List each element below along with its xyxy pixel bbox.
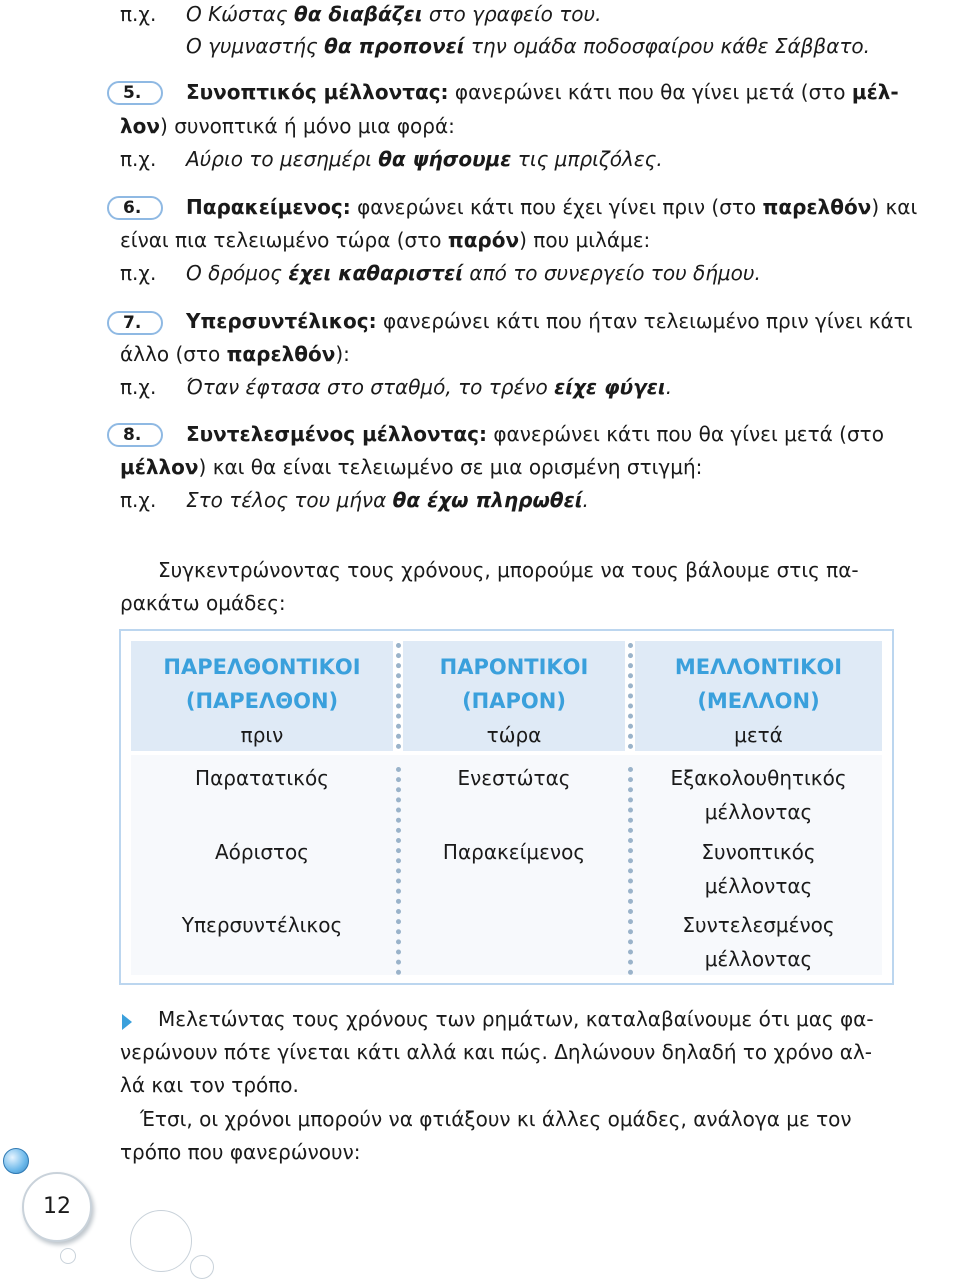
example-label: π.χ.: [120, 147, 157, 171]
item-number-badge: 8.: [107, 423, 163, 447]
tense-cell: μέλλοντας: [704, 874, 813, 898]
item-number-badge: 5.: [107, 81, 163, 105]
tense-cell: Αόριστος: [214, 840, 310, 864]
tenses-table: [119, 629, 894, 985]
tense-cell: Ενεστώτας: [457, 766, 571, 790]
table-header-past: [131, 641, 393, 751]
closing-text: νερώνουν πότε γίνεται κάτι αλλά και πώς. Δηλώνουν δηλαδή το χρόνο αλ-: [120, 1040, 873, 1064]
example-label: π.χ.: [120, 261, 157, 285]
item-definition-cont: μέλλον) και θα είναι τελειωμένο σε μια ορισμένη στιγμή:: [120, 455, 703, 479]
tense-cell: μέλλοντας: [704, 800, 813, 824]
example-label: π.χ.: [120, 488, 157, 512]
header-title: ΠΑΡΕΛΘΟΝΤΙΚΟΙ: [163, 655, 361, 679]
tense-cell: Εξακολουθητικός: [670, 766, 847, 790]
item-definition: Συντελεσμένος μέλλοντας: φανερώνει κάτι που θα γίνει μετά (στο: [186, 422, 884, 446]
header-subtitle: (ΜΕΛΛΟΝ): [697, 689, 820, 713]
decorative-circle: [190, 1255, 214, 1279]
header-title: ΜΕΛΛΟΝΤΙΚΟΙ: [674, 655, 843, 679]
item-number-badge: 6.: [107, 196, 163, 220]
header-subtitle: (ΠΑΡΕΛΘΟΝ): [185, 689, 339, 713]
example-text: Ο δρόμος έχει καθαριστεί από το συνεργείο του δήμου.: [186, 261, 761, 285]
example-text: Στο τέλος του μήνα θα έχω πληρωθεί.: [186, 488, 589, 512]
header-when: πριν: [240, 723, 284, 747]
example-label: π.χ.: [120, 375, 157, 399]
decorative-circle: [130, 1210, 192, 1272]
table-header-present: [403, 641, 625, 751]
tense-cell: Παρακείμενος: [442, 840, 586, 864]
item-definition-cont: λον) συνοπτικά ή μόνο μια φορά:: [120, 114, 455, 138]
closing-text: Έτσι, οι χρόνοι μπορούν να φτιάξουν κι άλλες ομάδες, ανάλογα με τον: [140, 1107, 852, 1131]
intro-text: ρακάτω ομάδες:: [120, 591, 286, 615]
tense-cell: Υπερσυντέλικος: [181, 913, 343, 937]
intro-text: Συγκεντρώνοντας τους χρόνους, μπορούμε να τους βάλουμε στις πα-: [158, 558, 859, 582]
item-definition: Συνοπτικός μέλλοντας: φανερώνει κάτι που θα γίνει μετά (στο μέλ-: [186, 80, 899, 104]
tense-cell: μέλλοντας: [704, 947, 813, 971]
page-number: 12: [22, 1172, 92, 1242]
column-divider: [628, 643, 633, 749]
item-definition-cont: είναι πια τελειωμένο τώρα (στο παρόν) που μιλάμε:: [120, 228, 651, 252]
example-text: Αύριο το μεσημέρι θα ψήσουμε τις μπριζόλες.: [186, 147, 663, 171]
example-label: π.χ.: [120, 2, 157, 26]
decorative-circle: [60, 1248, 76, 1264]
column-divider: [396, 643, 401, 749]
column-divider: [396, 767, 401, 975]
bullet-arrow-icon: [122, 1014, 132, 1030]
tense-cell: Παρατατικός: [195, 766, 329, 790]
item-definition: Παρακείμενος: φανερώνει κάτι που έχει γίνει πριν (στο παρελθόν) και: [186, 195, 918, 219]
tense-cell: Συντελεσμένος: [682, 913, 835, 937]
header-subtitle: (ΠΑΡΟΝ): [462, 689, 566, 713]
item-number-badge: 7.: [107, 311, 163, 335]
column-divider: [628, 767, 633, 975]
header-title: ΠΑΡΟΝΤΙΚΟΙ: [439, 655, 589, 679]
closing-text: Μελετώντας τους χρόνους των ρημάτων, καταλαβαίνουμε ότι μας φα-: [158, 1007, 874, 1031]
example-text: Όταν έφτασα στο σταθμό, το τρένο είχε φύγει.: [186, 375, 673, 399]
example-text: Ο γυμναστής θα προπονεί την ομάδα ποδοσφαίρου κάθε Σάββατο.: [186, 34, 871, 58]
item-definition: Υπερσυντέλικος: φανερώνει κάτι που ήταν τελειωμένο πριν γίνει κάτι: [186, 309, 913, 333]
blue-ball-icon: [3, 1148, 29, 1174]
closing-text: λά και τον τρόπο.: [120, 1073, 299, 1097]
example-text: Ο Κώστας θα διαβάζει στο γραφείο του.: [186, 2, 602, 26]
header-when: τώρα: [486, 723, 542, 747]
header-when: μετά: [734, 723, 783, 747]
tense-cell: Συνοπτικός: [701, 840, 816, 864]
item-definition-cont: άλλο (στο παρελθόν):: [120, 342, 350, 366]
closing-text: τρόπο που φανερώνουν:: [120, 1140, 361, 1164]
table-header-future: [635, 641, 882, 751]
